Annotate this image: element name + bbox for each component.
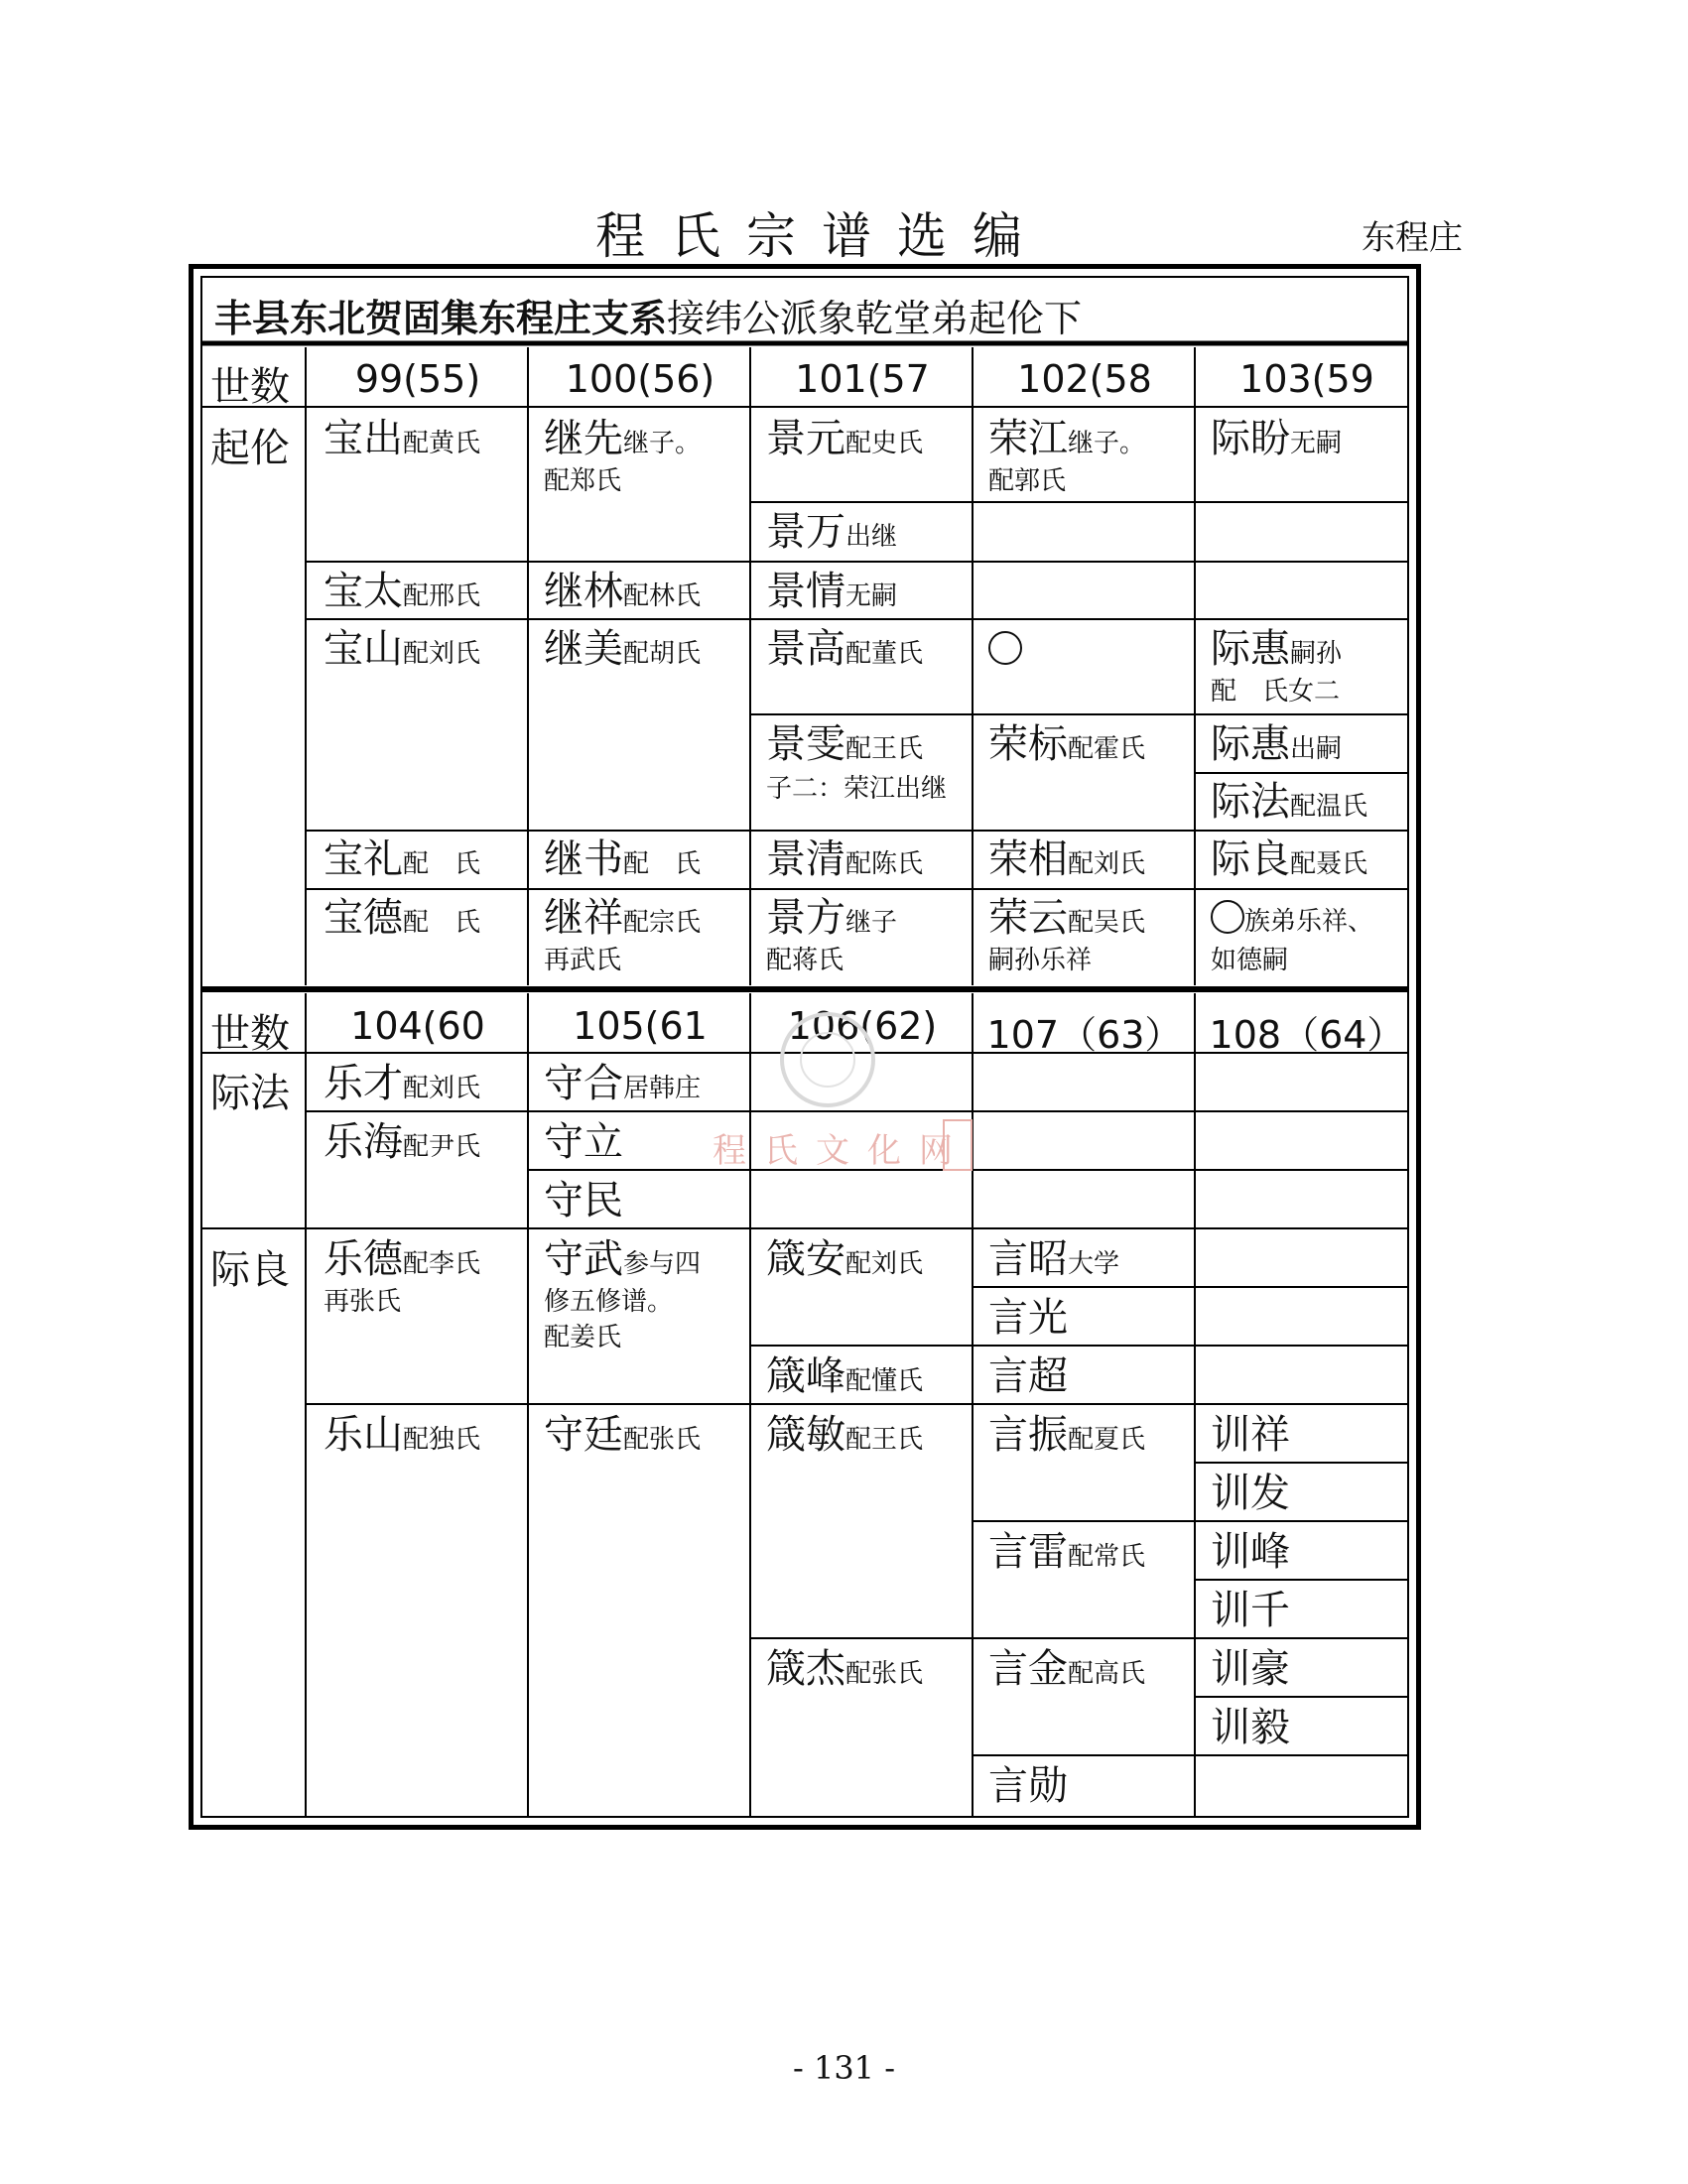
- unnamed-person-circle: [988, 631, 1022, 665]
- person-note: 配姜氏: [544, 1323, 622, 1352]
- person-entry: 训峰: [1211, 1529, 1290, 1575]
- generation-101: 101(57: [795, 357, 930, 401]
- person-note: 配蒋氏: [766, 946, 844, 975]
- person-entry: 守合居韩庄: [544, 1061, 702, 1106]
- person-entry: 族弟乐祥、: [1211, 900, 1373, 935]
- person-note: 如德嗣: [1211, 946, 1289, 975]
- person-entry: 乐海配尹氏: [324, 1119, 481, 1165]
- person-entry: 箴杰配张氏: [766, 1646, 924, 1692]
- person-entry: 景情无嗣: [766, 569, 898, 614]
- person-entry: 际良配聂氏: [1211, 836, 1368, 882]
- person-entry: 守民: [544, 1178, 623, 1223]
- person-entry: 宝山配刘氏: [324, 626, 481, 672]
- person-entry: 荣标配霍氏: [988, 721, 1146, 767]
- ancestor-name: 起伦: [210, 426, 290, 471]
- generation-99: 99(55): [354, 357, 481, 401]
- generation-107: 107（63）: [986, 1013, 1183, 1057]
- person-entry: 乐德配李氏: [324, 1236, 481, 1282]
- person-entry: 际惠出嗣: [1211, 721, 1343, 767]
- person-entry: 景高配董氏: [766, 626, 924, 672]
- person-entry: 言昭大学: [988, 1236, 1120, 1282]
- person-entry: 乐才配刘氏: [324, 1061, 481, 1106]
- branch-lineage: 接纬公派象乾堂弟起伦下: [667, 297, 1083, 340]
- person-entry: 荣相配刘氏: [988, 836, 1146, 882]
- page-title: 程氏宗谱选编: [595, 207, 1048, 265]
- person-entry: 宝礼配 氏: [324, 836, 481, 882]
- person-note: 子二：荣江出继: [766, 774, 948, 804]
- watermark-seal-inner: [800, 1032, 855, 1088]
- generation-100: 100(56): [565, 357, 715, 401]
- person-entry: 宝出配黄氏: [324, 416, 481, 461]
- generation-104: 104(60: [350, 1004, 485, 1048]
- person-entry: 箴峰配懂氏: [766, 1353, 924, 1399]
- person-note: 配郑氏: [544, 466, 622, 496]
- person-note: 配郭氏: [988, 466, 1067, 496]
- person-entry: 景雯配王氏: [766, 721, 924, 767]
- ancestor-name: 际法: [210, 1071, 290, 1116]
- person-entry: 训豪: [1211, 1646, 1290, 1692]
- person-entry: 继书配 氏: [544, 836, 702, 882]
- person-entry: 景清配陈氏: [766, 836, 924, 882]
- person-entry: 言勋: [988, 1763, 1068, 1809]
- person-entry: 训发: [1211, 1471, 1290, 1516]
- person-entry: 继美配胡氏: [544, 626, 702, 672]
- person-entry: 言光: [988, 1295, 1068, 1341]
- person-note: 再张氏: [324, 1287, 402, 1317]
- generation-103: 103(59: [1239, 357, 1374, 401]
- branch-name: 丰县东北贺固集东程庄支系: [214, 297, 668, 340]
- generation-105: 105(61: [573, 1004, 708, 1048]
- person-note: 再武氏: [544, 946, 622, 975]
- page-number: - 131 -: [792, 2049, 896, 2087]
- person-entry: 言超: [988, 1353, 1068, 1399]
- generation-108: 108（64）: [1209, 1013, 1405, 1057]
- person-note: 嗣孙乐祥: [988, 946, 1093, 975]
- person-entry: 言金配高氏: [988, 1646, 1146, 1692]
- person-entry: 景万出继: [766, 509, 898, 555]
- watermark-text: 程氏文化网: [713, 1131, 971, 1171]
- person-entry: 宝德配 氏: [324, 895, 481, 941]
- place-name: 东程庄: [1362, 218, 1463, 258]
- person-entry: 守立: [544, 1119, 623, 1165]
- person-entry: 际法配温氏: [1211, 779, 1368, 825]
- person-entry: 荣江继子。: [988, 416, 1146, 461]
- person-entry: 训千: [1211, 1588, 1290, 1633]
- person-entry: 训毅: [1211, 1705, 1290, 1750]
- person-note: 修五修谱。: [544, 1287, 674, 1317]
- generation-102: 102(58: [1017, 357, 1152, 401]
- generation-106: 106(62): [787, 1004, 938, 1048]
- person-entry: 景方继子: [766, 895, 898, 941]
- person-entry: 守廷配张氏: [544, 1412, 702, 1458]
- person-entry: 乐山配独氏: [324, 1412, 481, 1458]
- genealogy-branch-heading: [214, 288, 1082, 342]
- person-note: 配 氏女二: [1211, 677, 1341, 707]
- person-entry: 继祥配宗氏: [544, 895, 702, 941]
- ancestor-name: 际良: [210, 1247, 290, 1293]
- person-entry: 继先继子。: [544, 416, 702, 461]
- person-entry: 言雷配常氏: [988, 1529, 1146, 1575]
- person-entry: 景元配史氏: [766, 416, 924, 461]
- person-entry: 荣云配吴氏: [988, 895, 1146, 941]
- generation-label: 世数: [210, 364, 290, 410]
- generation-label: 世数: [210, 1011, 290, 1057]
- person-entry: 继林配林氏: [544, 569, 702, 614]
- person-entry: 宝太配邢氏: [324, 569, 481, 614]
- person-entry: 箴安配刘氏: [766, 1236, 924, 1282]
- person-entry: 际惠嗣孙: [1211, 626, 1343, 672]
- person-entry: 守武参与四: [544, 1236, 702, 1282]
- watermark-stamp: [943, 1119, 973, 1171]
- person-entry: 箴敏配王氏: [766, 1412, 924, 1458]
- person-entry: 言振配夏氏: [988, 1412, 1146, 1458]
- person-entry: 际盼无嗣: [1211, 416, 1343, 461]
- person-entry: 训祥: [1211, 1412, 1290, 1458]
